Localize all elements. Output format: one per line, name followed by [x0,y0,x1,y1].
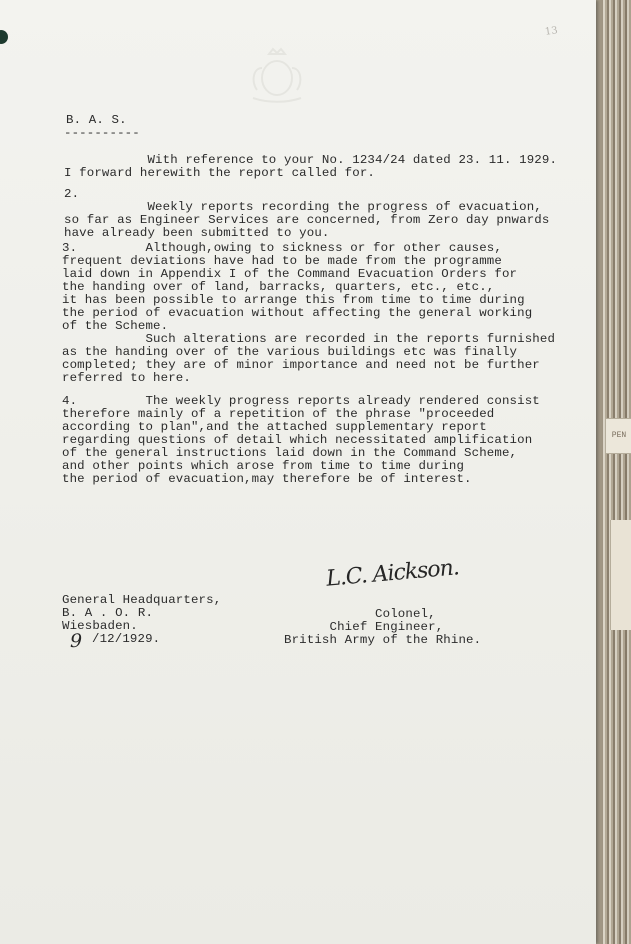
file-tab: PEN [605,418,631,454]
date-day-handwritten: 9 [70,630,83,652]
handwritten-signature: L.C. Aickson. [325,555,460,592]
signatory-block: Colonel, Chief Engineer, British Army of the Rhine. [284,607,482,647]
paragraph-1: With reference to your No. 1234/24 dated 23. 11. 1929. I forward herewith the report called for. [64,153,558,180]
embossed-crest-icon [245,46,309,104]
file-tab-lower [610,520,631,630]
paragraph-4: 4. The weekly progress reports already rendered consist therefore mainly of a repetition of the phrase "proceeded according to plan",and the attached supplementary report regarding questions of detail which necessitated amplification of the general instructions laid down in the Command Scheme, and other points which arose from time to time during the period of evacuation,may therefore be of interest. [62,394,540,486]
pencil-page-number: 13 [544,25,559,38]
origin-address: General Headquarters, B. A . O. R. Wiesbaden. [62,593,222,633]
paragraph-2: 2. Weekly reports recording the progress of evacuation, so far as Engineer Services are concerned, from Zero day pnwards have already been submitted to you. [64,187,550,240]
page-edges [603,0,631,944]
paragraph-3: 3. Although,owing to sickness or for other causes, frequent deviations have had to be made from the programme laid down in Appendix I of the Command Evacuation Orders for the handing over of land, barracks, quarters, etc., etc., it has been possible to arrange this from time to time during the period of evacuation without affecting the general working of the Scheme. Such alterations are recorded in the reports furnished as the handing over of the various buildings etc was finally completed; they are of minor importance and need not be further referred to here. [62,241,556,385]
punch-hole [0,30,8,44]
addressee-heading: B. A. S. [66,113,127,127]
heading-underline: ---------- [64,126,140,140]
date-month-year: /12/1929. [92,632,161,646]
